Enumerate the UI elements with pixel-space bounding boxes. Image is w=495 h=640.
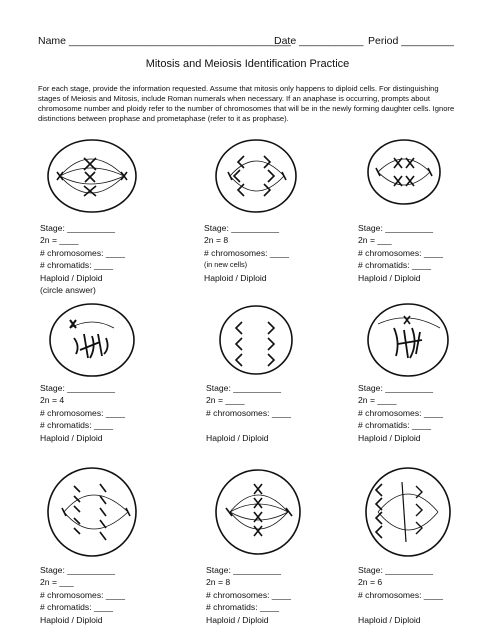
- haploid-diploid-choice[interactable]: Haploid / Diploid: [206, 614, 269, 625]
- cell-diagram-metaphase-ii: [358, 132, 468, 220]
- name-field[interactable]: Name ______________________________________: [38, 35, 291, 47]
- cell-8: [206, 462, 346, 626]
- circle-answer-note: (circle answer): [40, 285, 96, 296]
- cell-diagram-metaphase-i: [206, 462, 316, 562]
- chromosomes-field[interactable]: # chromosomes: ____: [40, 589, 126, 600]
- cell-6: [358, 298, 495, 444]
- stage-field[interactable]: Stage: __________: [40, 565, 116, 575]
- chromatids-field[interactable]: # chromatids: ____: [40, 260, 114, 271]
- stage-field[interactable]: Stage: __________: [358, 565, 434, 575]
- stage-field[interactable]: Stage: __________: [358, 223, 434, 233]
- stage-field[interactable]: Stage: __________: [206, 565, 282, 575]
- haploid-diploid-choice[interactable]: Haploid / Diploid: [204, 272, 267, 283]
- haploid-diploid-choice[interactable]: Haploid / Diploid: [358, 614, 421, 625]
- cell-9: [358, 462, 495, 626]
- haploid-diploid-choice[interactable]: Haploid / Diploid: [358, 432, 421, 443]
- chromatids-field[interactable]: # chromatids: ____: [40, 602, 114, 613]
- new-cells-note: (in new cells): [204, 260, 248, 270]
- cell-4: [40, 298, 180, 444]
- cell-diagram-prophase: [40, 298, 150, 380]
- cell-2: [204, 132, 344, 284]
- haploid-diploid-choice[interactable]: Haploid / Diploid: [40, 614, 103, 625]
- stage-field[interactable]: Stage: __________: [204, 223, 280, 233]
- stage-field[interactable]: Stage: __________: [40, 223, 116, 233]
- cell-7: [40, 462, 180, 626]
- period-field[interactable]: Period _________: [368, 35, 454, 47]
- chromatids-field[interactable]: # chromatids: ____: [206, 602, 280, 613]
- haploid-diploid-choice[interactable]: Haploid / Diploid: [358, 272, 421, 283]
- chromosomes-field[interactable]: # chromosomes: ____: [358, 407, 444, 418]
- chromosomes-field[interactable]: # chromosomes: ____: [40, 247, 126, 258]
- blank-line: [206, 419, 346, 431]
- stage-field[interactable]: Stage: __________: [358, 383, 434, 393]
- page-title: Mitosis and Meiosis Identification Practice: [145, 58, 350, 70]
- ploidy-number: 2n = 6: [358, 577, 383, 588]
- cell-3: [358, 132, 495, 284]
- ploidy-number[interactable]: 2n = ____: [40, 235, 79, 246]
- cell-5: [206, 298, 346, 444]
- cell-diagram-prophase-i: [358, 298, 468, 380]
- cell-diagram-anaphase: [358, 462, 468, 562]
- cell-diagram-metaphase: [40, 132, 150, 220]
- haploid-diploid-choice[interactable]: Haploid / Diploid: [40, 432, 103, 443]
- cell-diagram-anaphase-i: [40, 462, 150, 562]
- chromosomes-field[interactable]: # chromosomes: ____: [204, 247, 290, 258]
- chromatids-field[interactable]: # chromatids: ____: [40, 420, 114, 431]
- ploidy-number[interactable]: 2n = ___: [358, 235, 392, 246]
- stage-field[interactable]: Stage: __________: [40, 383, 116, 393]
- cell-diagram-anaphase: [204, 132, 314, 220]
- ploidy-number: 2n = 8: [204, 235, 229, 246]
- chromosomes-field[interactable]: # chromosomes: ____: [206, 407, 292, 418]
- cell-diagram-anaphase-ii: [206, 298, 316, 380]
- ploidy-number: 2n = 4: [40, 395, 65, 406]
- haploid-diploid-choice[interactable]: Haploid / Diploid: [206, 432, 269, 443]
- chromatids-field[interactable]: # chromatids: ____: [358, 260, 432, 271]
- cell-1: [40, 132, 180, 296]
- haploid-diploid-choice[interactable]: Haploid / Diploid: [40, 272, 103, 283]
- date-field[interactable]: Date ___________: [274, 35, 364, 47]
- ploidy-number[interactable]: 2n = ____: [358, 395, 397, 406]
- ploidy-number: 2n = 8: [206, 577, 231, 588]
- chromatids-field[interactable]: # chromatids: ____: [358, 420, 432, 431]
- ploidy-number[interactable]: 2n = ___: [40, 577, 74, 588]
- instructions: For each stage, provide the information requested. Assume that mitosis only happens to diploid cells. For distinguishing stages of Meiosis and Mitosis, include Roman numerals when necessary. If an anaphase is occurring, prompts about chromosome number and ploidy refer to the number of chromosomes that will be in the newly forming daughter cells. Ignore distinctions between prophase and prometaphase (refer to it as prophase).: [38, 84, 455, 124]
- chromosomes-field[interactable]: # chromosomes: ____: [206, 589, 292, 600]
- chromosomes-field[interactable]: # chromosomes: ____: [358, 247, 444, 258]
- chromosomes-field[interactable]: # chromosomes: ____: [358, 589, 444, 600]
- blank-line: [358, 601, 495, 613]
- stage-field[interactable]: Stage: __________: [206, 383, 282, 393]
- chromosomes-field[interactable]: # chromosomes: ____: [40, 407, 126, 418]
- ploidy-number[interactable]: 2n = ____: [206, 395, 245, 406]
